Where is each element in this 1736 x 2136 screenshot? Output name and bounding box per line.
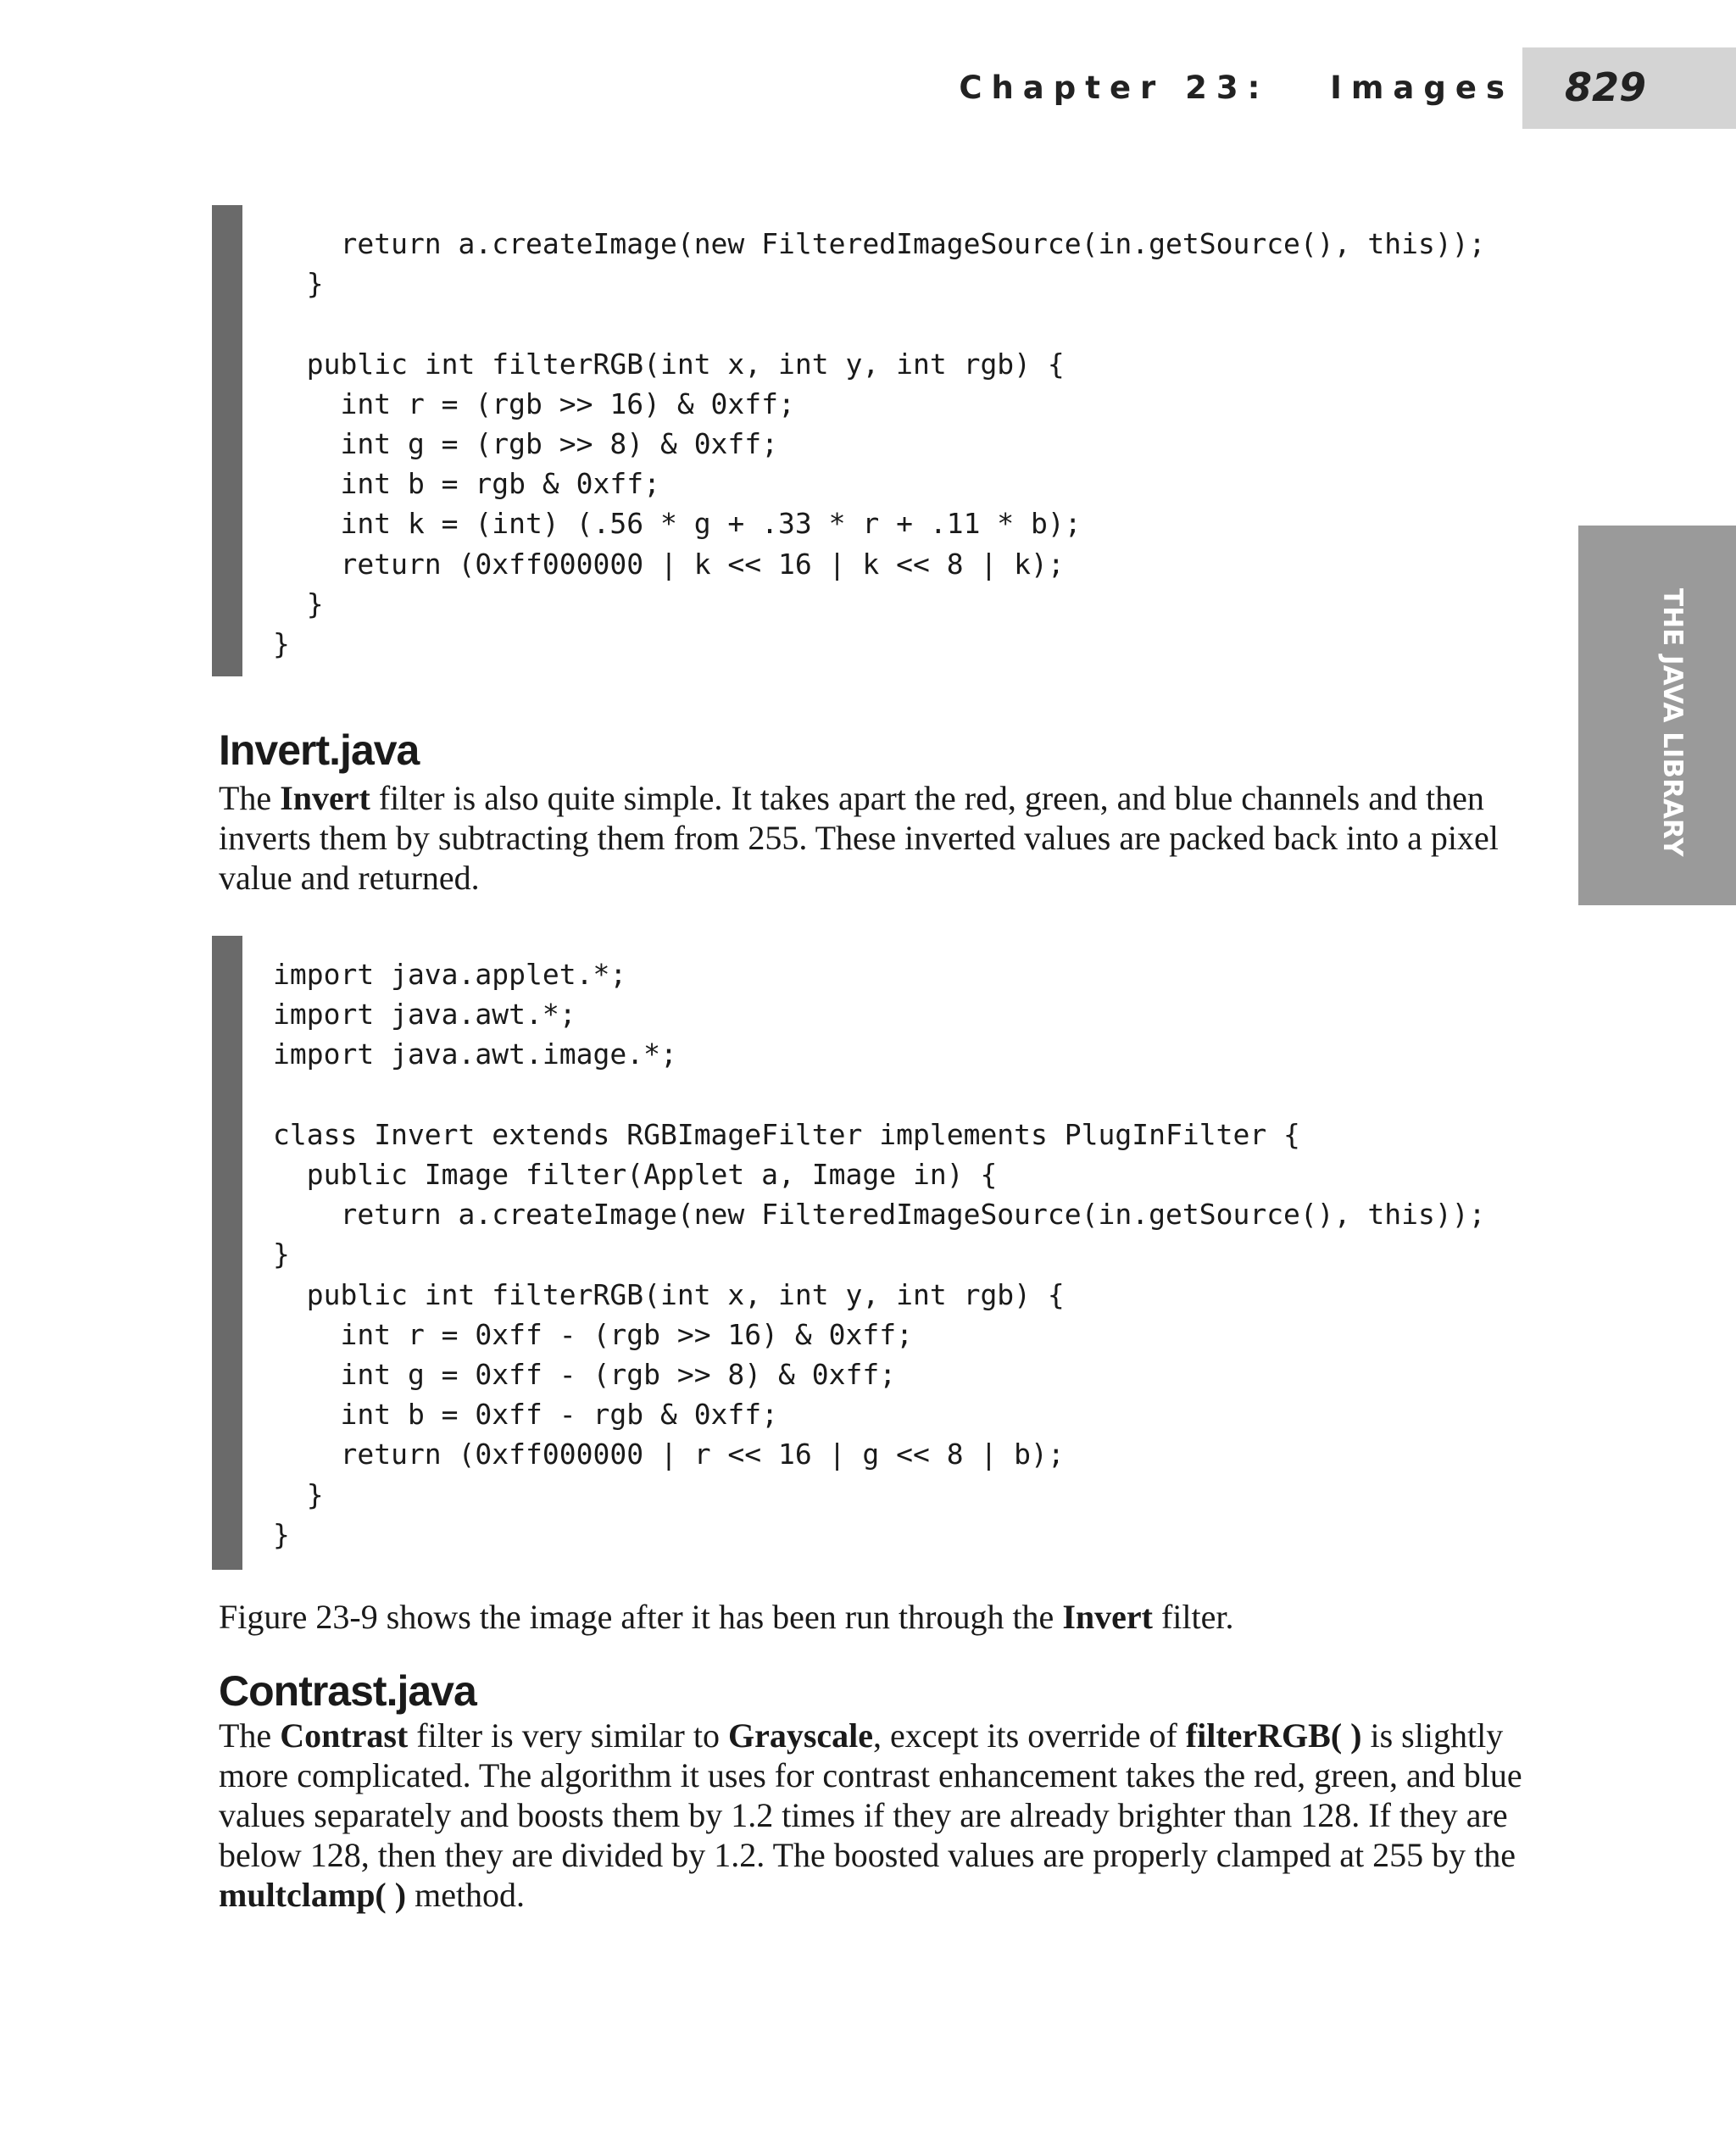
bold-term: Grayscale xyxy=(727,1716,874,1755)
bold-term: Contrast xyxy=(280,1716,409,1755)
bold-term: Invert xyxy=(280,779,370,817)
section-heading-invert: Invert.java xyxy=(219,726,420,774)
paragraph-contrast: The Contrast filter is very similar to Grayscale, except its override of filterRGB( ) is slightly more complicated. The algorithm it uses for contrast enhancement takes the red, green, and blue values separately and boosts them by 1.2 times if they are already brighter than 128. If they are below 128, then they are divided by 1.2. The boosted values are properly clamped at 255 by the multclamp( ) method. xyxy=(219,1716,1522,1914)
bold-term: Invert xyxy=(1062,1598,1153,1636)
running-header-title: Chapter 23: Images xyxy=(959,70,1514,106)
code-listing: return a.createImage(new FilteredImageSource(in.getSource(), this)); } public int filterRGB(int x, int y, int rgb) { int r = (rgb >> 16) & 0xff; int g = (rgb >> 8) & 0xff; int b = rgb & 0xff; int k = (int) (.56 * g + .33 * r + .11 * b); return (0xff000000 | k << 16 | k << 8 | k); } } xyxy=(273,227,1486,661)
page-number: 829 xyxy=(1565,64,1647,110)
bold-term: multclamp( ) xyxy=(219,1876,407,1914)
code-block-bar xyxy=(212,936,242,1570)
section-thumb-tab xyxy=(1578,526,1736,905)
bold-term: filterRGB( ) xyxy=(1185,1716,1362,1755)
section-thumb-tab-label: THE JAVA LIBRARY xyxy=(1657,588,1688,857)
code-listing: import java.applet.*; import java.awt.*; import java.awt.image.*; class Invert extends RGBImageFilter implements PlugInFilter { public Image filter(Applet a, Image in) { return a.createImage(new FilteredImageSource(in.getSource(), this)); } public int filterRGB(int x, int y, int rgb) { int r = 0xff - (rgb >> 16) & 0xff; int g = 0xff - (rgb >> 8) & 0xff; int b = 0xff - rgb & 0xff; return (0xff000000 | r << 16 | g << 8 | b); } } xyxy=(273,958,1486,1551)
section-heading-contrast: Contrast.java xyxy=(219,1667,476,1715)
paragraph-figure-note: Figure 23-9 shows the image after it has been run through the Invert filter. xyxy=(219,1598,1234,1636)
code-block-bar xyxy=(212,205,242,676)
paragraph-invert: The Invert filter is also quite simple. It takes apart the red, green, and blue channels and then inverts them by subtracting them from 255. These inverted values are packed back into a pixel value and returned. xyxy=(219,779,1499,897)
